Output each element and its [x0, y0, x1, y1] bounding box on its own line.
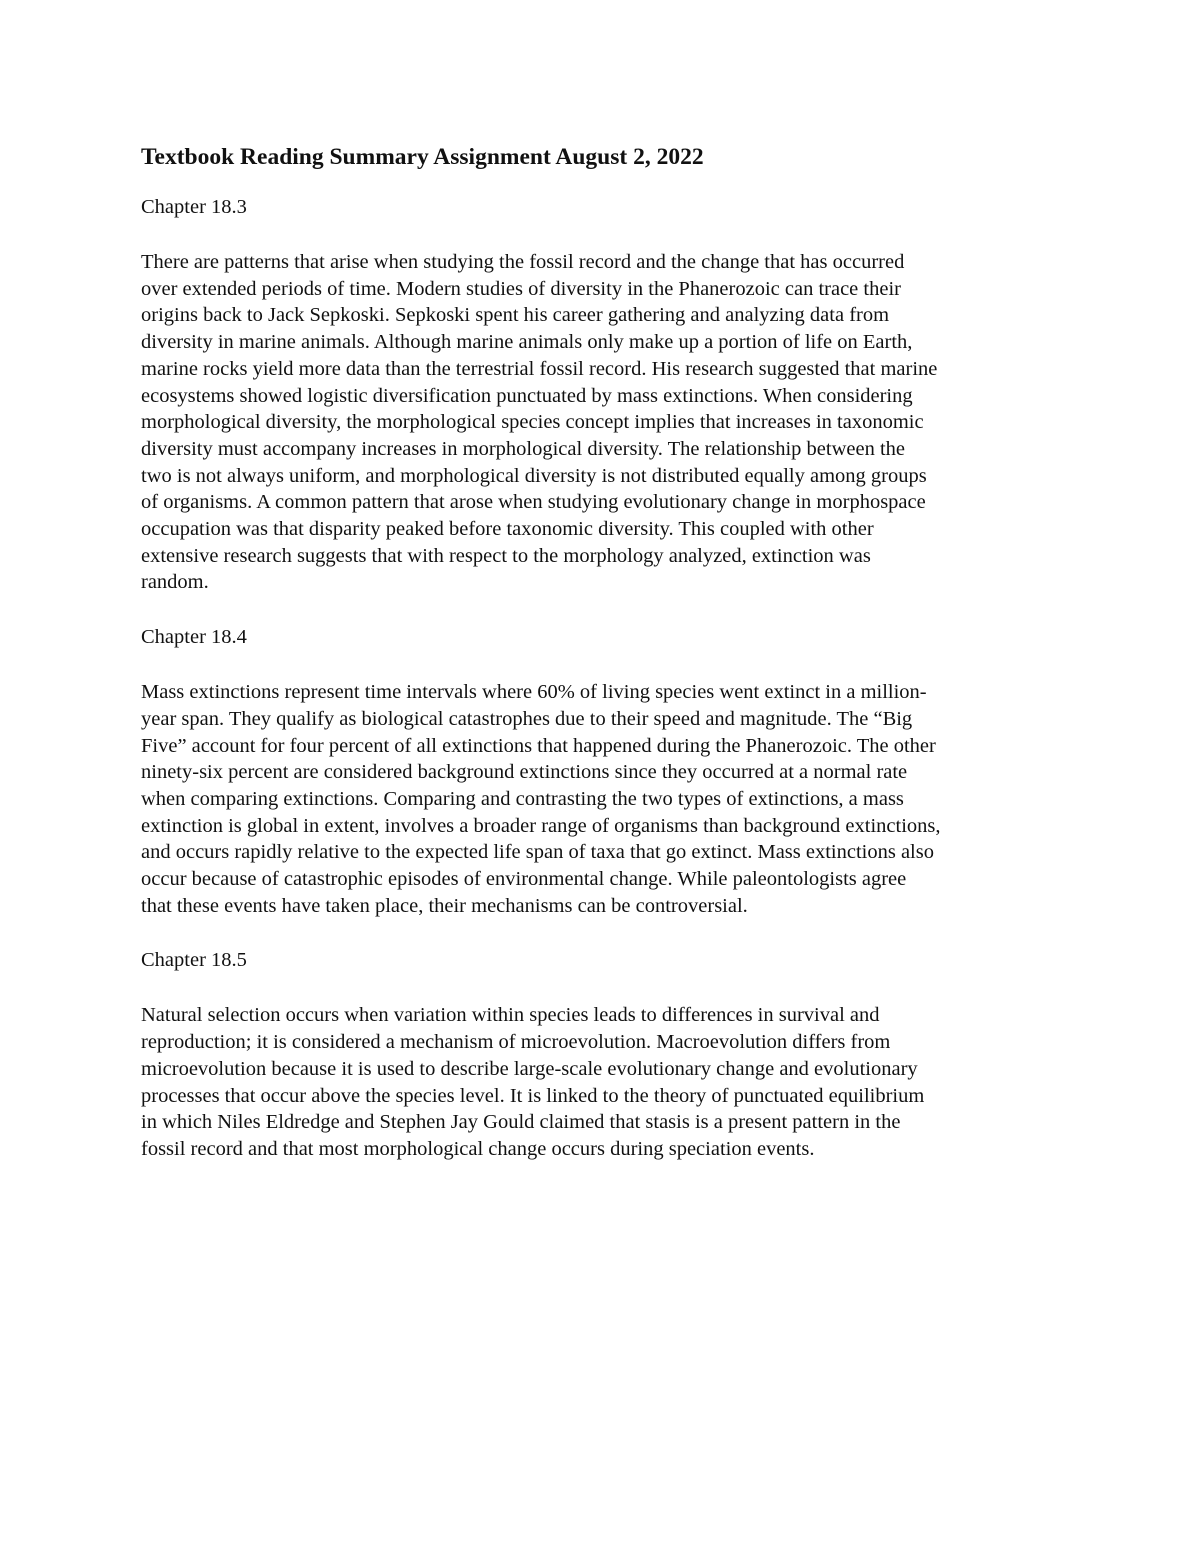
section-chapter-18-4	[141, 624, 1060, 919]
chapter-heading: Chapter 18.5	[141, 949, 247, 972]
paragraph-line: microevolution because it is used to describe large-scale evolutionary change and evolutionary	[141, 1057, 918, 1080]
paragraph-line: occupation was that disparity peaked before taxonomic diversity. This coupled with other	[141, 518, 874, 541]
paragraph-line: Mass extinctions represent time intervals where 60% of living species went extinct in a million-	[141, 681, 927, 704]
paragraph-line: in which Niles Eldredge and Stephen Jay Gould claimed that stasis is a present pattern in the	[141, 1111, 901, 1134]
paragraph-line: over extended periods of time. Modern studies of diversity in the Phanerozoic can trace their	[141, 277, 901, 300]
paragraph-line: of organisms. A common pattern that arose when studying evolutionary change in morphospace	[141, 491, 926, 514]
paragraph-line: processes that occur above the species level. It is linked to the theory of punctuated equilibrium	[141, 1084, 925, 1107]
paragraph-line: Five” account for four percent of all extinctions that happened during the Phanerozoic. The other	[141, 734, 936, 757]
paragraph-line: diversity must accompany increases in morphological diversity. The relationship between the	[141, 437, 905, 460]
section-chapter-18-5	[141, 947, 1060, 1162]
chapter-heading: Chapter 18.3	[141, 196, 247, 218]
paragraph-line: ecosystems showed logistic diversification punctuated by mass extinctions. When considering	[141, 384, 913, 407]
paragraph-line: occur because of catastrophic episodes of environmental change. While paleontologists agree	[141, 868, 907, 891]
paragraph-line: fossil record and that most morphological change occurs during speciation events.	[141, 1137, 815, 1160]
paragraph-line: reproduction; it is considered a mechanism of microevolution. Macroevolution differs from	[141, 1031, 891, 1054]
section-chapter-18-3	[141, 194, 1060, 596]
paragraph-line: when comparing extinctions. Comparing and contrasting the two types of extinctions, a mass	[141, 787, 904, 810]
paragraph-line: that these events have taken place, their mechanisms can be controversial.	[141, 894, 748, 917]
section-paragraph	[141, 249, 1060, 596]
paragraph-line: ninety-six percent are considered background extinctions since they occurred at a normal rate	[141, 761, 908, 784]
paragraph-line: year span. They qualify as biological catastrophes due to their speed and magnitude. The “Big	[141, 707, 913, 730]
paragraph-line: There are patterns that arise when studying the fossil record and the change that has occurred	[141, 251, 905, 273]
paragraph-line: extinction is global in extent, involves a broader range of organisms than background extinctions,	[141, 814, 941, 837]
paragraph-line: origins back to Jack Sepkoski. Sepkoski spent his career gathering and analyzing data from	[141, 304, 890, 327]
document-title: Textbook Reading Summary Assignment August 2, 2022	[141, 144, 704, 170]
paragraph-line: random.	[141, 571, 209, 594]
section-paragraph	[141, 1002, 1060, 1162]
paragraph-line: Natural selection occurs when variation within species leads to differences in survival and	[141, 1004, 880, 1027]
paragraph-line: morphological diversity, the morphological species concept implies that increases in taxonomic	[141, 411, 924, 434]
chapter-heading: Chapter 18.4	[141, 626, 247, 649]
paragraph-line: extensive research suggests that with respect to the morphology analyzed, extinction was	[141, 544, 871, 567]
paragraph-line: and occurs rapidly relative to the expected life span of taxa that go extinct. Mass extinctions also	[141, 841, 934, 864]
paragraph-line: diversity in marine animals. Although marine animals only make up a portion of life on Earth,	[141, 331, 913, 354]
paragraph-line: marine rocks yield more data than the terrestrial fossil record. His research suggested that marine	[141, 357, 938, 380]
paragraph-line: two is not always uniform, and morphological diversity is not distributed equally among groups	[141, 464, 927, 487]
section-paragraph	[141, 679, 1060, 919]
